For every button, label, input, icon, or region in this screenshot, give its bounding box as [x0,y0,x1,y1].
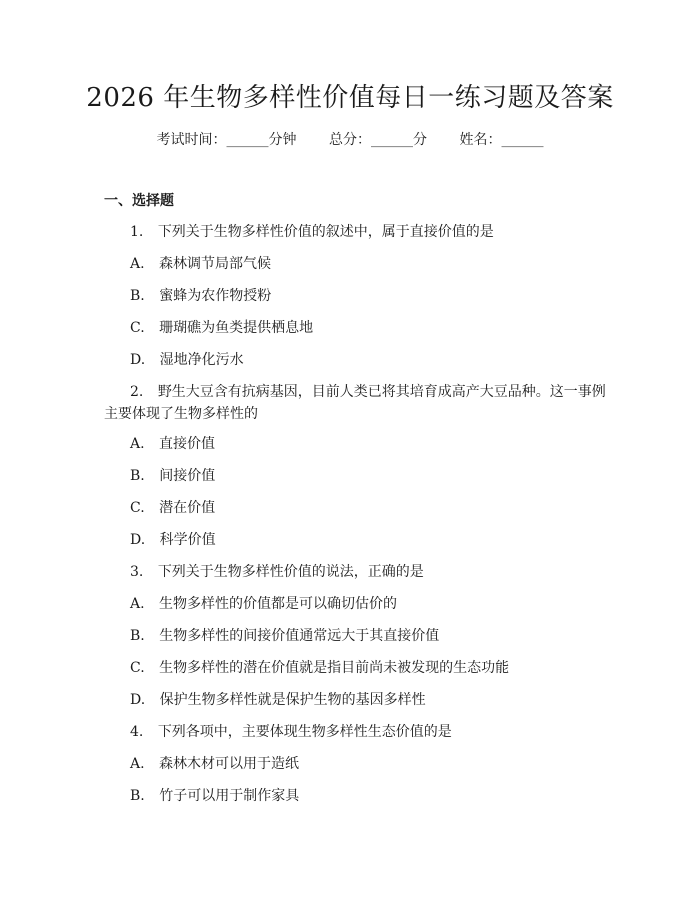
student-name-field: 姓名：______ [459,132,544,148]
q3-option-a [130,594,397,614]
question-4 [130,722,452,742]
option-label: B. [130,628,145,644]
section-heading: 一、选择题 [104,193,174,209]
option-text: 生物多样性的潜在价值就是指目前尚未被发现的生态功能 [159,660,510,676]
q4-option-a [130,754,299,774]
question-2-continuation: 主要体现了生物多样性的 [104,406,258,422]
option-label: B. [130,288,145,304]
exam-info-line [0,130,700,150]
exam-time-field: 考试时间：______分钟 [156,132,297,148]
option-label: C. [130,320,145,336]
option-text: 潜在价值 [159,500,216,516]
q1-option-b [130,286,271,306]
option-label: D. [130,692,146,708]
option-label: A. [130,756,145,772]
option-text: 保护生物多样性就是保护生物的基因多样性 [159,692,426,708]
q2-option-d [130,530,216,550]
question-number: 2. [130,384,144,400]
option-label: A. [130,436,145,452]
q2-option-b [130,466,215,486]
page-title: 2026 年生物多样性价值每日一练习题及答案 [86,83,614,113]
option-text: 直接价值 [159,436,216,452]
option-label: A. [130,596,145,612]
option-text: 间接价值 [159,468,216,484]
question-3 [130,562,424,582]
question-number: 1. [130,224,144,240]
option-label: C. [130,500,145,516]
q2-option-a [130,434,215,454]
total-score-field: 总分：______分 [329,132,427,148]
q3-option-b [130,626,439,646]
question-text: 下列关于生物多样性价值的叙述中，属于直接价值的是 [157,224,494,240]
q3-option-d [130,690,426,710]
question-1 [130,222,494,242]
option-label: D. [130,352,146,368]
option-text: 生物多样性的间接价值通常远大于其直接价值 [159,628,440,644]
question-text: 野生大豆含有抗病基因，目前人类已将其培育成高产大豆品种。这一事例 [157,384,606,400]
question-text: 下列关于生物多样性价值的说法，正确的是 [157,564,424,580]
option-label: A. [130,256,145,272]
option-text: 珊瑚礁为鱼类提供栖息地 [159,320,314,336]
option-text: 森林调节局部气候 [159,256,272,272]
option-text: 森林木材可以用于造纸 [159,756,300,772]
option-text: 竹子可以用于制作家具 [159,788,300,804]
question-number: 4. [130,724,144,740]
q1-option-a [130,254,271,274]
question-text: 下列各项中，主要体现生物多样性生态价值的是 [157,724,452,740]
option-label: C. [130,660,145,676]
q1-option-c [130,318,313,338]
option-text: 科学价值 [159,532,216,548]
option-label: B. [130,468,145,484]
option-label: D. [130,532,146,548]
q2-option-c [130,498,215,518]
option-text: 湿地净化污水 [159,352,244,368]
option-text: 蜜蜂为农作物授粉 [159,288,272,304]
q1-option-d [130,350,244,370]
question-2 [130,382,606,402]
option-text: 生物多样性的价值都是可以确切估价的 [159,596,398,612]
question-number: 3. [130,564,144,580]
q4-option-b [130,786,299,806]
q3-option-c [130,658,509,678]
option-label: B. [130,788,145,804]
